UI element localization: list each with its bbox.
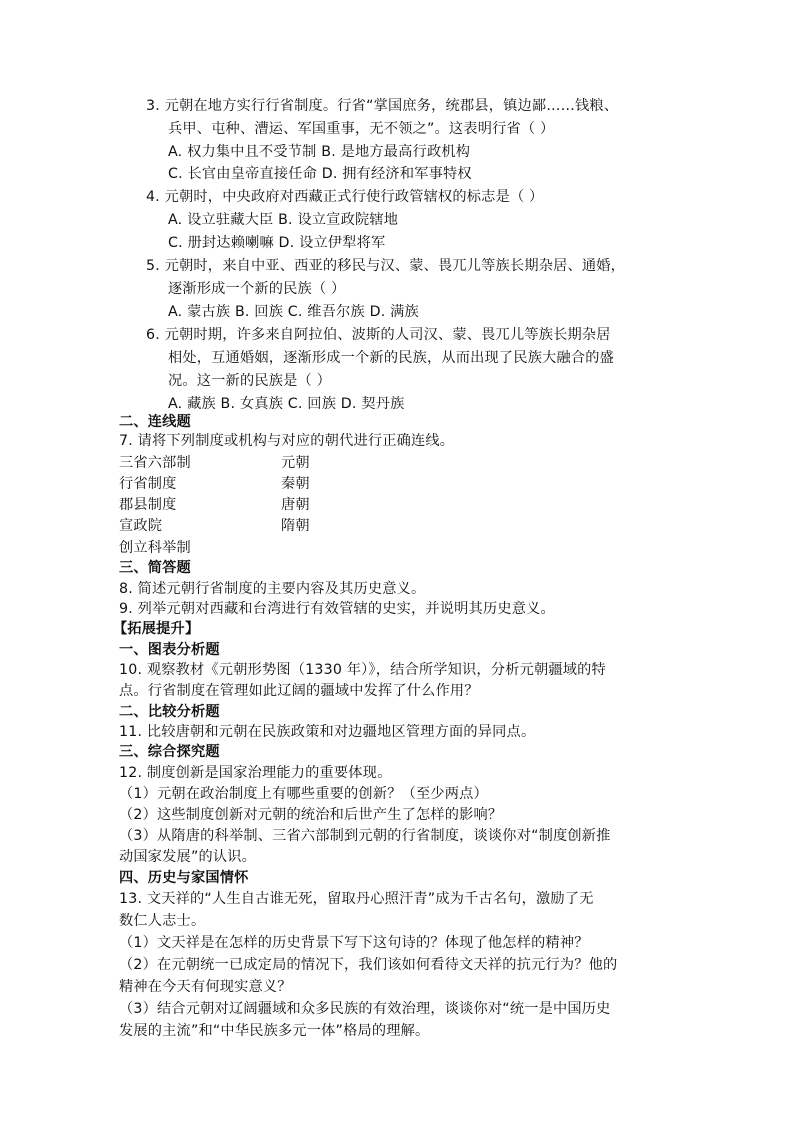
q6-options: A. 藏族 B. 女真族 C. 回族 D. 契丹族 — [168, 396, 405, 412]
q6-line-2: 相处，互通婚姻，逐渐形成一个新的民族，从而出现了民族大融合的盛 — [168, 350, 615, 366]
subsection-heading-inquiry: 三、综合探究题 — [119, 744, 220, 760]
q10-line-1: 10. 观察教材《元朝形势图（1330 年）》，结合所学知识，分析元朝疆域的特 — [119, 662, 606, 678]
matching-right-item: 隋朝 — [281, 518, 310, 534]
q12-part-3-line-1: （3）从隋唐的科举制、三省六部制到元朝的行省制度，谈谈你对“制度创新推 — [119, 828, 611, 844]
q7-prompt: 7. 请将下列制度或机构与对应的朝代进行正确连线。 — [119, 433, 455, 449]
q4-line-1: 4. 元朝时，中央政府对西藏正式行使行政管辖权的标志是（ ） — [146, 189, 544, 205]
q12-part-2: （2）这些制度创新对元朝的统治和后世产生了怎样的影响？ — [119, 807, 503, 823]
q13-part-2-line-2: 精神在今天有何现实意义？ — [119, 979, 292, 995]
q13-part-3-line-2: 发展的主流”和“中华民族多元一体”格局的理解。 — [119, 1023, 430, 1039]
q12-part-1: （1）元朝在政治制度上有哪些重要的创新？（至少两点） — [119, 786, 488, 802]
q3-option-cd: C. 长官由皇帝直接任命 D. 拥有经济和军事特权 — [168, 166, 472, 182]
matching-right-item: 唐朝 — [281, 497, 310, 513]
q4-option-ab: A. 设立驻藏大臣 B. 设立宣政院辖地 — [168, 212, 399, 228]
matching-left-item: 三省六部制 — [119, 455, 191, 471]
q10-line-2: 点。行省制度在管理如此辽阔的疆域中发挥了什么作用？ — [119, 683, 479, 699]
matching-right-item: 秦朝 — [281, 476, 310, 492]
section-heading-short-answer: 三、简答题 — [119, 560, 191, 576]
matching-left-item: 郡县制度 — [119, 497, 177, 513]
q11: 11. 比较唐朝和元朝在民族政策和对边疆地区管理方面的异同点。 — [119, 724, 536, 740]
subsection-heading-patriotism: 四、历史与家国情怀 — [119, 870, 249, 886]
q13-line-2: 数仁人志士。 — [119, 913, 206, 929]
q3-line-2: 兵甲、屯种、漕运、军国重事，无不领之”。这表明行省（ ） — [168, 121, 555, 137]
q9: 9. 列举元朝对西藏和台湾进行有效管辖的史实，并说明其历史意义。 — [119, 601, 555, 617]
q5-options: A. 蒙古族 B. 回族 C. 维吾尔族 D. 满族 — [168, 304, 419, 320]
q12-part-3-line-2: 动国家发展”的认识。 — [119, 849, 257, 865]
q6-line-1: 6. 元朝时期，许多来自阿拉伯、波斯的人司汉、蒙、畏兀儿等族长期杂居 — [146, 327, 611, 343]
q5-line-1: 5. 元朝时，来自中亚、西亚的移民与汉、蒙、畏兀儿等族长期杂居、通婚， — [146, 258, 626, 274]
q6-line-3: 况。这一新的民族是（ ） — [168, 373, 331, 389]
q3-option-ab: A. 权力集中且不受节制 B. 是地方最高行政机构 — [168, 144, 471, 160]
q4-option-cd: C. 册封达赖喇嘛 D. 设立伊犁将军 — [168, 235, 386, 251]
matching-right-item: 元朝 — [281, 455, 310, 471]
q5-line-2: 逐渐形成一个新的民族（ ） — [168, 281, 346, 297]
q12-prompt: 12. 制度创新是国家治理能力的重要体现。 — [119, 765, 392, 781]
subsection-heading-comparison: 二、比较分析题 — [119, 704, 220, 720]
q13-part-2-line-1: （2）在元朝统一已成定局的情况下，我们该如何看待文天祥的抗元行为？他的 — [119, 957, 618, 973]
q13-part-3-line-1: （3）结合元朝对辽阔疆域和众多民族的有效治理，谈谈你对“统一是中国历史 — [119, 1001, 611, 1017]
matching-left-item: 创立科举制 — [119, 540, 191, 556]
q13-part-1: （1）文天祥是在怎样的历史背景下写下这句诗的？体现了他怎样的精神？ — [119, 935, 589, 951]
section-heading-extension: 【拓展提升】 — [113, 621, 200, 637]
q13-line-1: 13. 文天祥的“人生自古谁无死，留取丹心照汗青”成为千古名句，激励了无 — [119, 891, 594, 907]
matching-left-item: 宣政院 — [119, 518, 163, 534]
section-heading-matching: 二、连线题 — [119, 414, 191, 430]
q8: 8. 简述元朝行省制度的主要内容及其历史意义。 — [119, 581, 426, 597]
subsection-heading-chart-analysis: 一、图表分析题 — [119, 642, 220, 658]
matching-left-item: 行省制度 — [119, 476, 177, 492]
q3-line-1: 3. 元朝在地方实行行省制度。行省“掌国庶务，统郡县，镇边鄙……钱粮、 — [146, 98, 619, 114]
